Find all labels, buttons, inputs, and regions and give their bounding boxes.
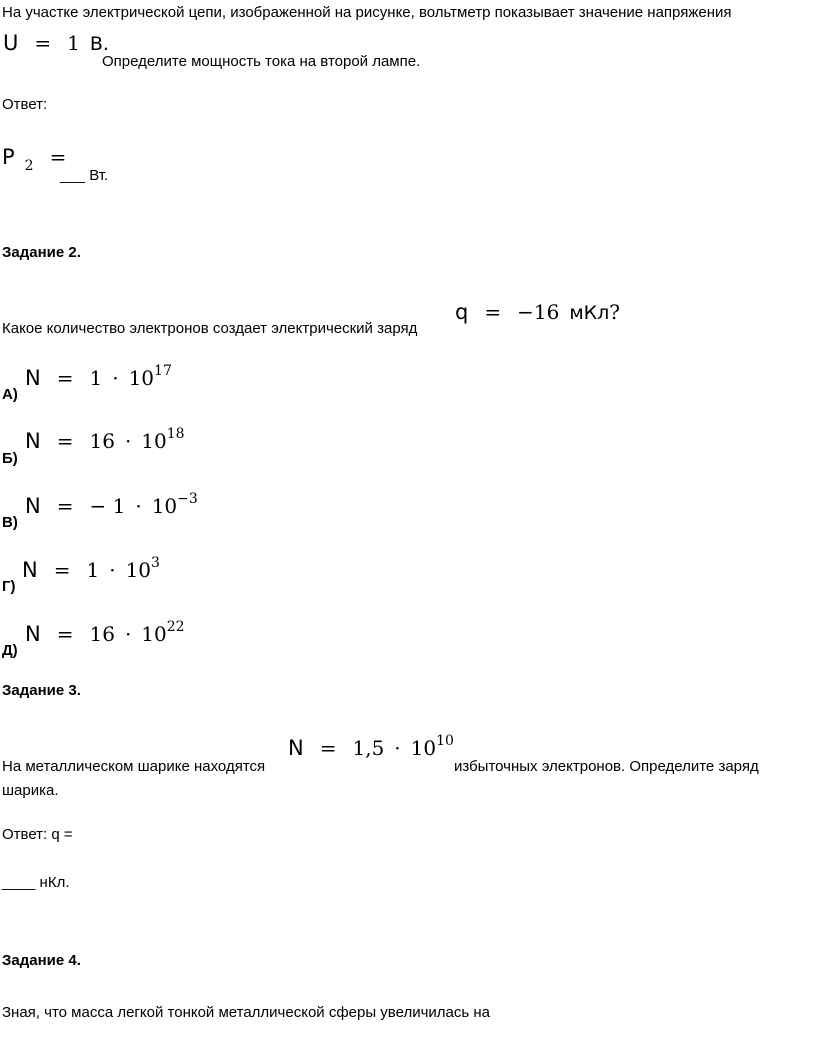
task3-text-before: На металлическом шарике находятся bbox=[2, 758, 266, 775]
formula-base: 10 bbox=[151, 494, 178, 518]
task2-option-formula bbox=[25, 363, 172, 390]
formula-dot: · bbox=[112, 366, 119, 390]
task2-option-label: А) bbox=[2, 386, 18, 403]
task2-option-label: Д) bbox=[2, 642, 18, 659]
formula-eq: = bbox=[319, 736, 337, 760]
formula-exponent: 22 bbox=[166, 619, 185, 635]
formula-coef: − 1 bbox=[89, 494, 126, 518]
formula-dot: · bbox=[124, 622, 132, 646]
task1-intro: На участке электрической цепи, изображенной на рисунке, вольтметр показывает значение напряжения bbox=[2, 4, 732, 21]
task3-text-line2: шарика. bbox=[2, 782, 59, 799]
formula-subscript: 2 bbox=[24, 158, 34, 174]
formula-var: N bbox=[22, 558, 38, 582]
formula-var: N bbox=[25, 366, 41, 390]
formula-eq: = bbox=[34, 31, 52, 55]
formula-coef: 1 bbox=[86, 558, 100, 582]
task3-electron-formula bbox=[288, 733, 454, 760]
task2-option-formula bbox=[25, 619, 185, 646]
formula-unit: мКл bbox=[569, 302, 610, 324]
formula-coef: 1,5 bbox=[352, 736, 385, 760]
formula-eq: = bbox=[49, 145, 67, 169]
task2-heading: Задание 2. bbox=[2, 244, 81, 261]
task2-option-label: Г) bbox=[2, 578, 16, 595]
formula-coef: 16 bbox=[89, 622, 115, 646]
formula-var: N bbox=[25, 429, 41, 453]
formula-var: N bbox=[25, 622, 41, 646]
formula-eq: = bbox=[56, 366, 74, 390]
task3-text-after: избыточных электронов. Определите заряд bbox=[454, 758, 759, 775]
formula-base: 10 bbox=[125, 558, 152, 582]
task2-option-label: Б) bbox=[2, 450, 18, 467]
formula-base: 10 bbox=[410, 736, 437, 760]
formula-dot: · bbox=[394, 736, 401, 760]
formula-var: N bbox=[288, 736, 304, 760]
formula-var: q bbox=[455, 300, 469, 324]
task4-heading: Задание 4. bbox=[2, 952, 81, 969]
formula-value: 1 bbox=[67, 31, 80, 55]
task4-text: Зная, что масса легкой тонкой металлической сферы увеличилась на bbox=[2, 1004, 490, 1021]
formula-dot: · bbox=[124, 429, 132, 453]
formula-base: 10 bbox=[128, 366, 155, 390]
task1-answer-blank bbox=[60, 167, 108, 185]
formula-exponent: 3 bbox=[151, 555, 160, 571]
task2-option-formula bbox=[25, 426, 185, 453]
answer-unit: нКл. bbox=[39, 874, 70, 891]
task2-question: Какое количество электронов создает электрический заряд bbox=[2, 320, 418, 337]
formula-exponent: −3 bbox=[177, 491, 198, 507]
formula-exponent: 10 bbox=[436, 733, 454, 749]
formula-var: U bbox=[3, 31, 19, 55]
formula-unit: В. bbox=[89, 33, 109, 55]
task1-question: Определите мощность тока на второй лампе. bbox=[102, 53, 421, 70]
formula-base: 10 bbox=[141, 429, 167, 453]
task1-answer-label: Ответ: bbox=[2, 96, 48, 113]
answer-unit: Вт. bbox=[89, 167, 109, 184]
task3-answer-blank bbox=[2, 874, 70, 892]
formula-dot: · bbox=[109, 558, 116, 582]
task1-answer-formula bbox=[2, 145, 67, 174]
formula-coef: 1 bbox=[89, 366, 103, 390]
task3-heading: Задание 3. bbox=[2, 682, 81, 699]
formula-eq: = bbox=[56, 494, 74, 518]
formula-eq: = bbox=[56, 622, 74, 646]
formula-exponent: 17 bbox=[154, 363, 172, 379]
answer-blank: ____ bbox=[2, 874, 36, 891]
formula-coef: 16 bbox=[89, 429, 115, 453]
formula-qmark: ? bbox=[609, 300, 621, 324]
task2-option-formula bbox=[22, 555, 160, 582]
task2-option-formula bbox=[25, 491, 198, 518]
formula-eq: = bbox=[484, 300, 502, 324]
formula-exponent: 18 bbox=[166, 426, 185, 442]
answer-blank: ___ bbox=[60, 167, 86, 184]
formula-eq: = bbox=[53, 558, 71, 582]
task1-voltage-formula bbox=[3, 33, 109, 54]
formula-base: 10 bbox=[141, 622, 167, 646]
formula-var: N bbox=[25, 494, 41, 518]
task2-option-label: В) bbox=[2, 514, 18, 531]
formula-var: P bbox=[2, 145, 15, 169]
formula-value: −16 bbox=[517, 300, 560, 324]
task3-answer-label: Ответ: q = bbox=[2, 826, 73, 843]
formula-dot: · bbox=[135, 494, 142, 518]
formula-eq: = bbox=[56, 429, 74, 453]
task2-charge-formula bbox=[455, 302, 620, 323]
